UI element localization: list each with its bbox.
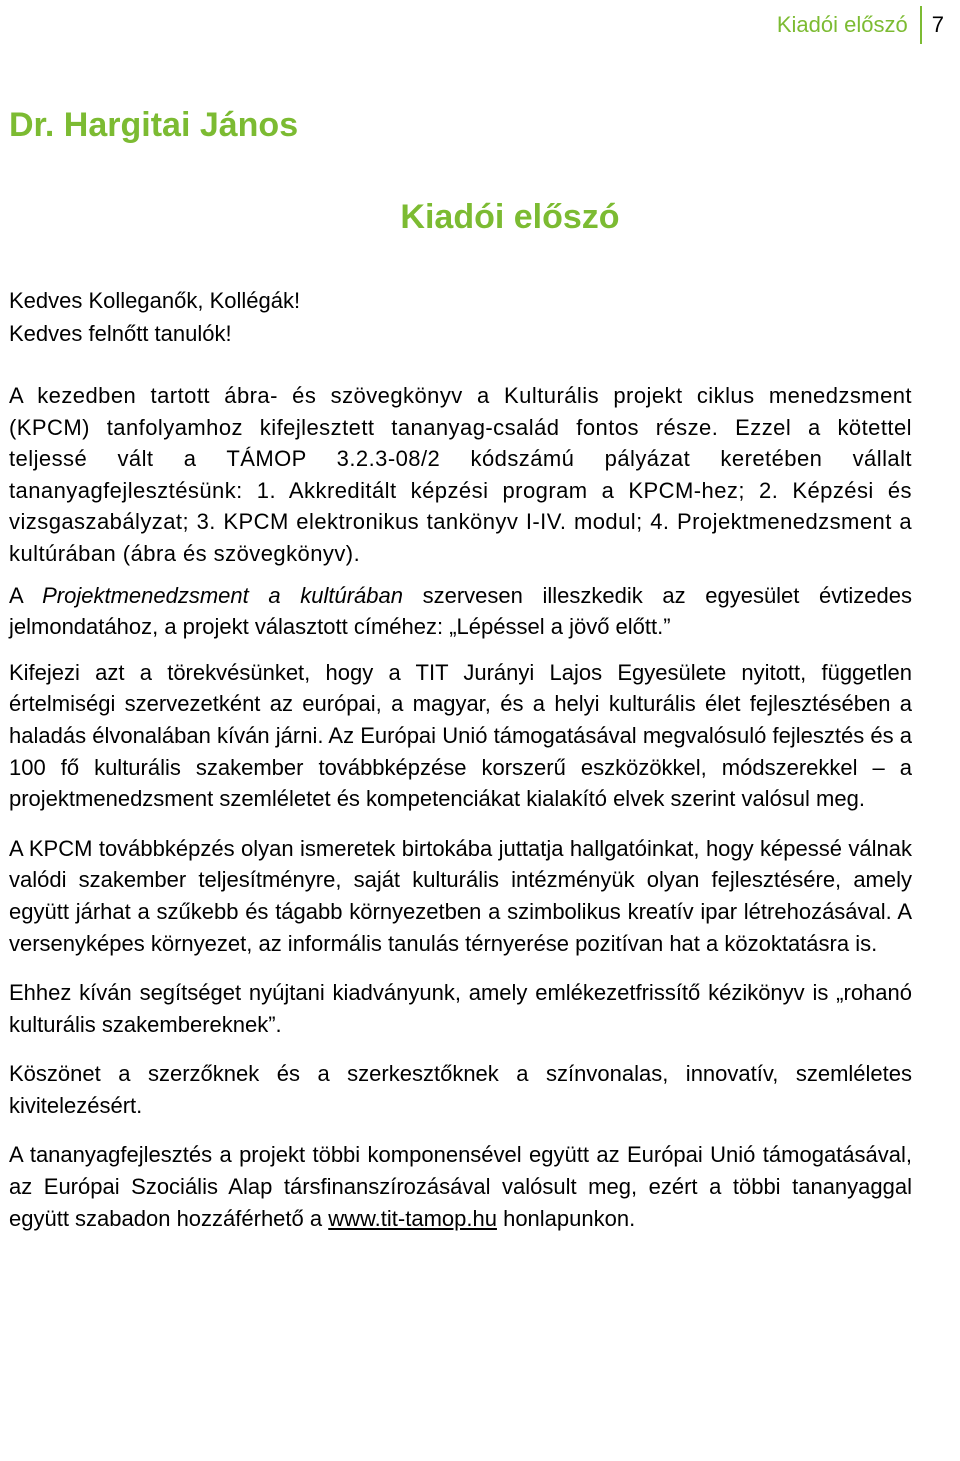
- paragraph-7-text: A tananyagfejlesztés a projekt többi komponensével együtt az Európai Unió támogatásával, az Európai Szociális Alap társfinanszírozásával valósult meg, ezért a többi tananyaggal együtt szabadon hozzáférhető a: [9, 1142, 912, 1231]
- body-text: [9, 380, 912, 1244]
- header-divider: [920, 6, 922, 44]
- paragraph-5: Ehhez kíván segítséget nyújtani kiadványunk, amely emlékezetfrissítő kézikönyv is „rohanó kulturális szakembereknek”.: [9, 980, 912, 1037]
- paragraph-6: Köszönet a szerzőknek és a szerkesztőknek a színvonalas, innovatív, szemléletes kivitelezésért.: [9, 1061, 912, 1118]
- website-link[interactable]: www.tit-tamop.hu: [328, 1205, 497, 1231]
- author-name: Dr. Hargitai János: [9, 106, 299, 144]
- page-number: 7: [931, 12, 944, 37]
- running-header: [777, 6, 944, 44]
- greeting-line-1: Kedves Kolleganők, Kollégák!: [9, 288, 301, 313]
- paragraph-7: [9, 1139, 912, 1234]
- paragraph-3: Kifejezi azt a törekvésünket, hogy a TIT Jurányi Lajos Egyesülete nyitott, független értelmiségi szervezetként az európai, a magyar, és a helyi kulturális élet fejlesztésében a haladás élvonalában kíván járni. Az Európai Unió támogatásával megvalósuló fejlesztés és a 100 fő kulturális szakember továbbképzése korszerű eszközökkel, módszerekkel – a projektmenedzsment szemléletet és kompetenciákat kialakító elvek szerint valósul meg.: [9, 659, 912, 812]
- paragraph-2-end: szervesen illeszkedik az egyesület évtizedes jelmondatához, a projekt választott címéhez: „Lépéssel a jövő előtt.”: [9, 582, 912, 640]
- greeting: [9, 284, 300, 350]
- paragraph-7-tail: honlapunkon.: [496, 1205, 636, 1231]
- book-title-emphasis: Projektmenedzsment a kultúrában: [42, 582, 403, 608]
- paragraph-1: A kezedben tartott ábra- és szövegkönyv a Kulturális projekt ciklus menedzsment (KPCM) tanfolyamhoz kifejlesztett tananyag-család fontos része. Ezzel a kötettel teljessé vált a TÁMOP 3.2.3-08/2 kódszámú pályázat keretében vállalt tananyagfejlesztésünk: 1. Akkreditált képzési program a KPCM-hez; 2. Képzési és vizsgaszabályzat; 3. KPCM elektronikus tankönyv I-IV. modul; 4. Projektmenedzsment a kultúrában (ábra és szövegkönyv).: [9, 383, 912, 566]
- paragraph-2-start: A: [9, 582, 43, 608]
- paragraph-2: [9, 580, 912, 643]
- paragraph-4: A KPCM továbbképzés olyan ismeretek birtokába juttatja hallgatóinkat, hogy képessé válnak valódi szakember teljesítményre, saját kulturális intézményük olyan fejlesztésére, amely együtt járhat a szűkebb és tágabb környezetben a szimbolikus kreatív ipar létrehozásával. A versenyképes környezet, az informális tanulás térnyerése pozitívan hat a közoktatásra is.: [9, 835, 912, 956]
- page-title: Kiadói előszó: [400, 198, 620, 236]
- running-header-title: Kiadói előszó: [776, 12, 908, 37]
- greeting-line-2: Kedves felnőtt tanulók!: [9, 321, 232, 346]
